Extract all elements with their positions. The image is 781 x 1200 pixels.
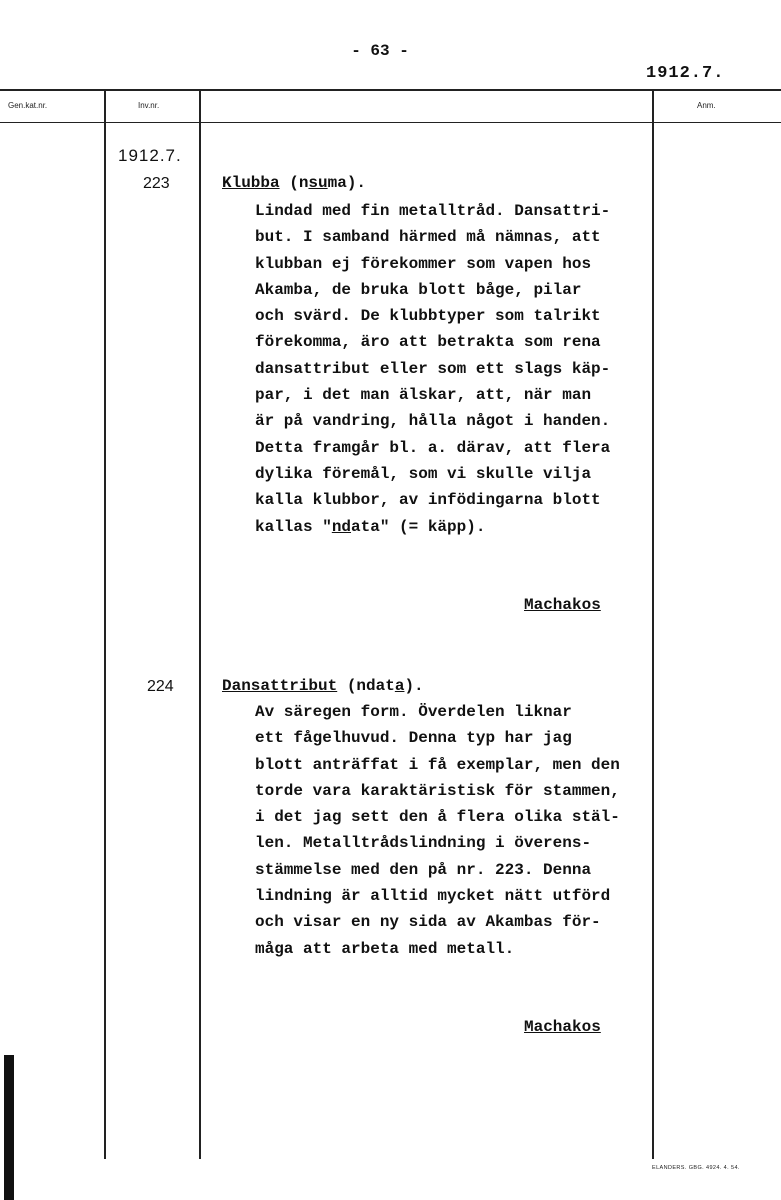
body-line: och visar en ny sida av Akambas för- <box>255 913 601 932</box>
body-line: ett fågelhuvud. Denna typ har jag <box>255 729 572 748</box>
top-rule <box>0 89 781 91</box>
entry-inv-number: 224 <box>147 678 174 695</box>
divider-inv-text <box>199 89 201 1159</box>
column-header-inv-nr: Inv.nr. <box>138 101 160 110</box>
body-line: Detta framgår bl. a. därav, att flera <box>255 438 611 457</box>
header-rule <box>0 122 781 123</box>
column-header-gen-kat-nr: Gen.kat.nr. <box>8 101 48 110</box>
divider-text-anm <box>652 89 654 1159</box>
binding-margin-bar <box>4 1055 14 1200</box>
body-line-last: kallas "ndata" (= käpp). <box>255 517 486 536</box>
body-line: par, i det man älskar, att, när man <box>255 386 592 405</box>
body-line: len. Metalltrådslindning i överens- <box>255 834 592 853</box>
body-line: blott anträffat i få exemplar, men den <box>255 755 620 774</box>
body-line: och svärd. De klubbtyper som talrikt <box>255 307 601 326</box>
entry-locality: Machakos <box>524 596 601 614</box>
body-line: i det jag sett den å flera olika stäl- <box>255 808 620 827</box>
body-line: Av säregen form. Överdelen liknar <box>255 703 572 721</box>
body-line: Akamba, de bruka blott båge, pilar <box>255 280 582 299</box>
body-line: är på vandring, hålla något i handen. <box>255 412 611 431</box>
body-line: förekomma, äro att betrakta som rena <box>255 333 601 352</box>
column-header-anm: Anm. <box>697 101 716 110</box>
body-line: dylika föremål, som vi skulle vilja <box>255 464 592 483</box>
printer-imprint: ELANDERS. GBG. 4924. 4. 54. <box>652 1165 740 1171</box>
body-line: kalla klubbor, av infödingarna blott <box>255 491 601 510</box>
catalog-year: 1912.7. <box>646 64 725 83</box>
body-line: torde vara karaktäristisk för stammen, <box>255 781 620 800</box>
body-line: dansattribut eller som ett slags käp- <box>255 359 611 378</box>
body-line: måga att arbeta med metall. <box>255 939 515 958</box>
entry-body <box>255 198 610 540</box>
entry-locality: Machakos <box>524 1018 601 1036</box>
entry-title-word: Dansattribut <box>222 677 338 695</box>
body-line: but. I samband härmed må nämnas, att <box>255 228 601 247</box>
inventory-year: 1912.7. <box>118 146 182 165</box>
entry-title: Dansattribut (ndata). <box>222 677 424 695</box>
body-line: stämmelse med den på nr. 223. Denna <box>255 860 592 879</box>
entry-inv-number: 223 <box>143 175 170 192</box>
page-number: - 63 - <box>351 42 409 60</box>
entry-title-word: Klubba <box>222 174 280 192</box>
body-line: lindning är alltid mycket nätt utförd <box>255 887 611 906</box>
body-line: Lindad med fin metalltråd. Dansattri- <box>255 202 611 220</box>
divider-gen-inv <box>104 89 106 1159</box>
entry-body <box>255 699 620 962</box>
body-line: klubban ej förekommer som vapen hos <box>255 254 592 273</box>
entry-title: Klubba (nsuma). <box>222 174 367 192</box>
